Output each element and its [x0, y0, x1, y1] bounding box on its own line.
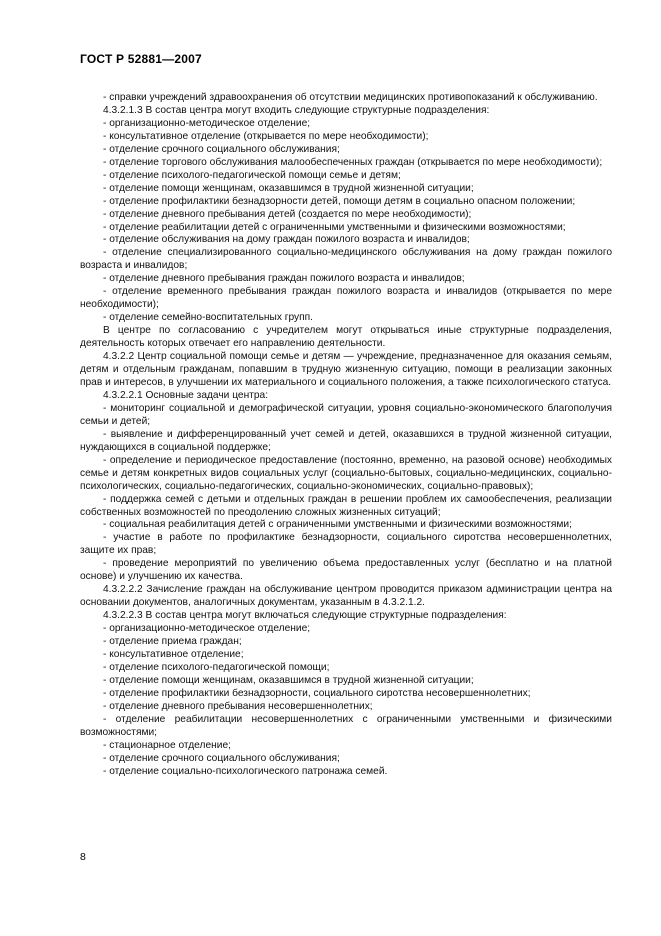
paragraph: - отделение социально-психологического патронажа семей. [103, 765, 388, 777]
paragraph: - проведение мероприятий по увеличению объема предоставленных услуг (бесплатно и на платной основе) и улучшению их качества. [80, 558, 612, 583]
paragraph: - консультативное отделение; [103, 648, 244, 660]
standard-header: ГОСТ Р 52881—2007 [80, 52, 202, 66]
page-number: 8 [80, 851, 86, 863]
paragraph: - отделение психолого-педагогической помощи; [103, 661, 330, 673]
paragraph: - организационно-методическое отделение; [103, 623, 311, 635]
paragraph: - отделение помощи женщинам, оказавшимся в трудной жизненной ситуации; [103, 182, 474, 194]
paragraph: 4.3.2.2.1 Основные задачи центра: [103, 389, 269, 401]
paragraph: - участие в работе по профилактике безнадзорности, социального сиротства несовершеннолетних, защите их прав; [80, 532, 612, 557]
paragraph: - отделение дневного пребывания несовершеннолетних; [103, 700, 373, 712]
paragraph: - отделение специализированного социально-медицинского обслуживания на дому граждан пожилого возраста и инвалидов; [80, 247, 612, 272]
paragraph: - определение и периодическое предоставление (постоянно, временно, на разовой основе) необходимых семье и детям конкретных видов социальных услуг (социально-бытовых, социально-медицинских, социально-психологических, социально-педагогических, социально-экономических, социально-правовых); [80, 454, 612, 492]
paragraph: - поддержка семей с детьми и отдельных граждан в решении проблем их самообеспечения, реализации собственных возможностей по преодолению сложных жизненных ситуаций; [80, 493, 612, 518]
paragraph: - отделение семейно-воспитательных групп. [103, 312, 313, 324]
paragraph: - отделение помощи женщинам, оказавшимся в трудной жизненной ситуации; [103, 674, 474, 686]
paragraph: - отделение профилактики безнадзорности, социального сиротства несовершеннолетних; [103, 687, 531, 699]
paragraph: В центре по согласованию с учредителем могут открываться иные структурные подразделения, деятельность которых отвечает его направлению деятельности. [80, 325, 612, 350]
paragraph: - отделение дневного пребывания детей (создается по мере необходимости); [103, 208, 472, 220]
paragraph: - выявление и дифференцированный учет семей и детей, оказавшихся в трудной жизненной ситуации, нуждающихся в социальной поддержке; [80, 428, 612, 453]
paragraph: - отделение временного пребывания граждан пожилого возраста и инвалидов (открывается по мере необходимости); [80, 286, 612, 311]
paragraph: - справки учреждений здравоохранения об отсутствии медицинских противопоказаний к обслуживанию. [103, 92, 598, 103]
paragraph: - отделение срочного социального обслуживания; [103, 752, 340, 764]
paragraph: - отделение обслуживания на дому граждан пожилого возраста и инвалидов; [103, 234, 470, 246]
paragraph: - отделение дневного пребывания граждан пожилого возраста и инвалидов; [103, 273, 465, 285]
paragraph: - социальная реабилитация детей с ограниченными умственными и физическими возможностями; [103, 519, 572, 531]
paragraph: - отделение психолого-педагогической помощи семье и детям; [103, 169, 401, 181]
paragraph: - отделение срочного социального обслуживания; [103, 143, 340, 155]
paragraph: - мониторинг социальной и демографической ситуации, уровня социально-экономического благополучия семьи и детей; [80, 402, 612, 427]
paragraph: 4.3.2.1.3 В состав центра могут входить следующие структурные подразделения: [103, 104, 490, 116]
paragraph: 4.3.2.2 Центр социальной помощи семье и детям — учреждение, предназначенное для оказания семьям, детям и отдельным гражданам, попавшим в трудную жизненную ситуацию, помощи в реализации законных прав и интересов, в улучшении их материального и социального положения, а также психологического статуса. [80, 351, 612, 388]
paragraph: - отделение торгового обслуживания малообеспеченных граждан (открывается по мере необходимости); [103, 156, 603, 168]
paragraph: - отделение реабилитации детей с ограниченными умственными и физическими возможностями; [103, 221, 566, 233]
paragraph: - отделение приема граждан; [103, 636, 242, 648]
paragraph: - отделение профилактики безнадзорности детей, помощи детям в социально опасном положении; [103, 195, 576, 207]
paragraph: - отделение реабилитации несовершеннолетних с ограниченными умственными и физическими возможностями; [80, 713, 612, 738]
paragraph: - организационно-методическое отделение; [103, 117, 311, 129]
paragraph: - консультативное отделение (открывается по мере необходимости); [103, 130, 429, 142]
paragraph: 4.3.2.2.2 Зачисление граждан на обслуживание центром проводится приказом администрации центра на основании документов, аналогичных документам, указанным в 4.3.2.1.2. [80, 584, 612, 609]
paragraph: 4.3.2.2.3 В состав центра могут включаться следующие структурные подразделения: [103, 610, 507, 622]
document-body [80, 92, 612, 779]
paragraph: - стационарное отделение; [103, 739, 231, 751]
